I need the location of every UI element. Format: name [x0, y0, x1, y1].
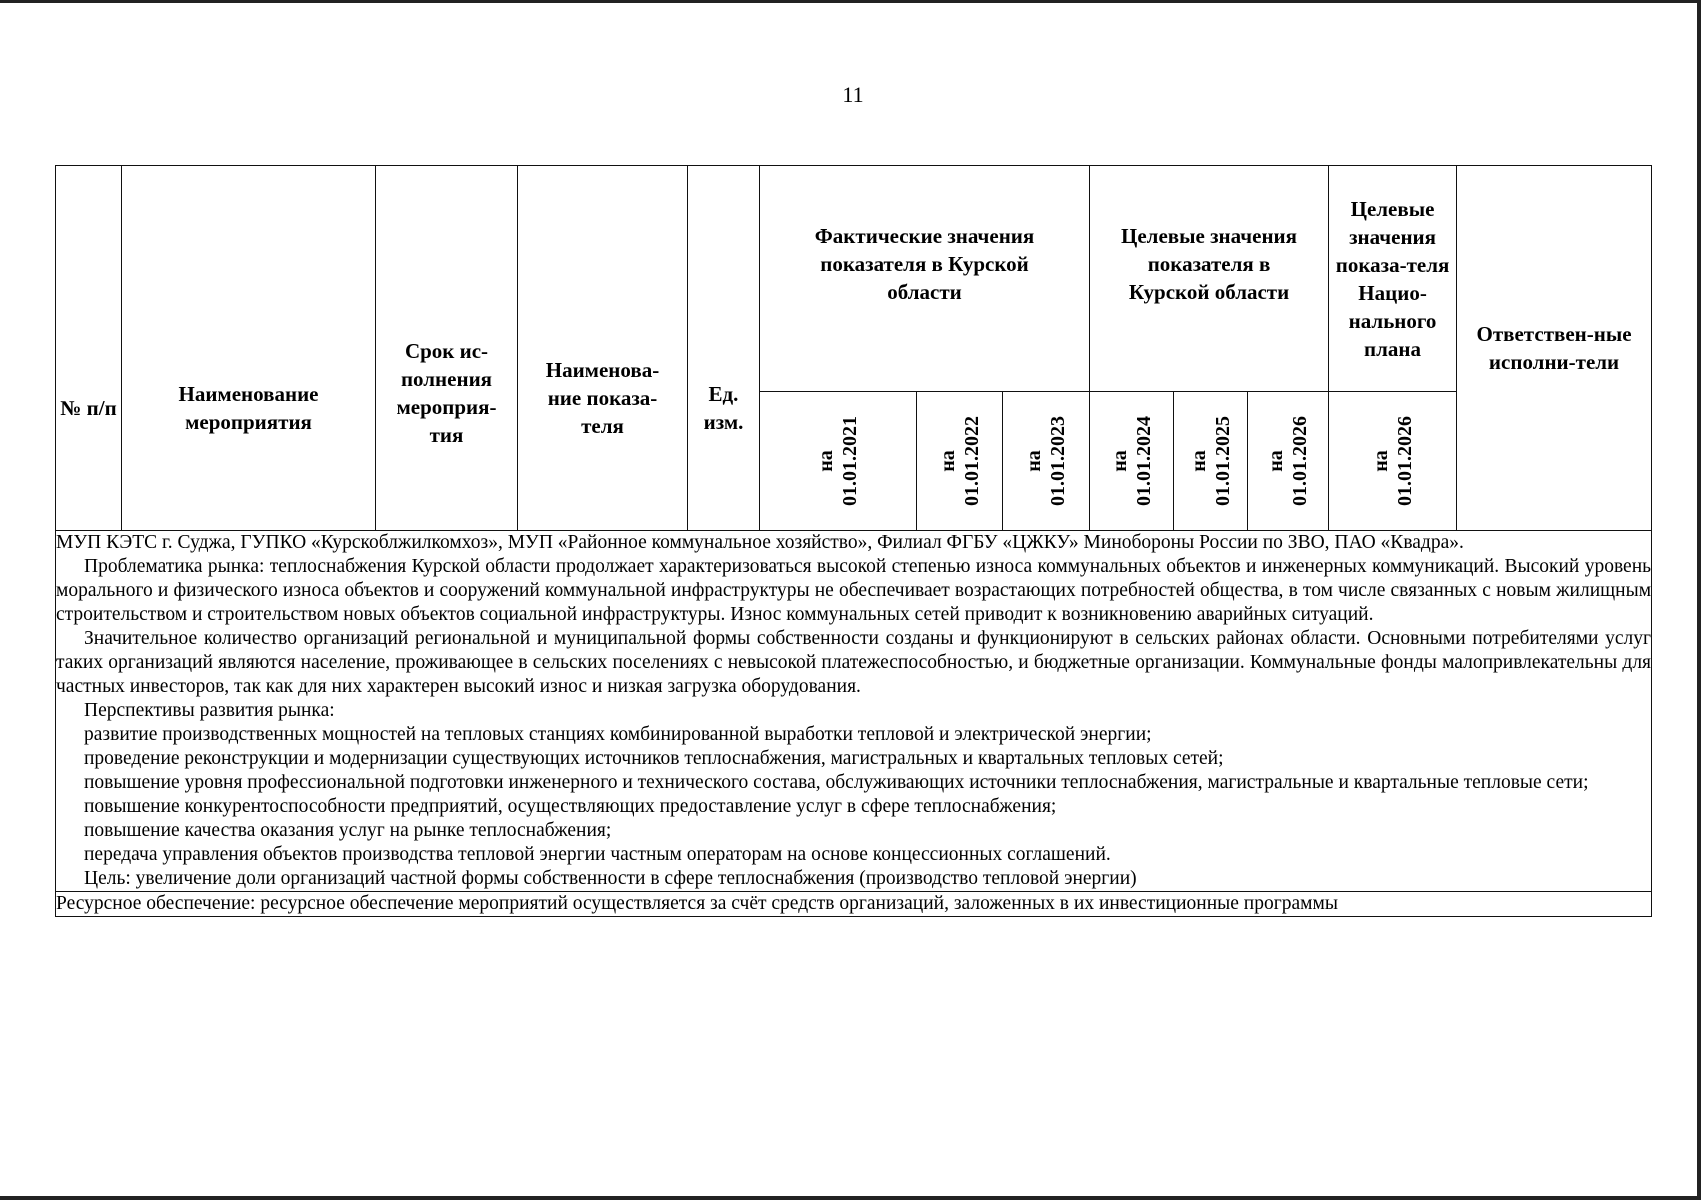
- scan-edge-right: [1697, 0, 1701, 1200]
- date-col-3: на 01.01.2023: [1003, 392, 1090, 531]
- organizations-text: МУП КЭТС г. Суджа, ГУПКО «Курскоблжилкомхоз», МУП «Районное коммунальное хозяйство», Филиал ФГБУ «ЦЖКУ» Минобороны России по ЗВО, ПАО «Квадра».: [56, 532, 1464, 553]
- prospect-item: передача управления объектов производства тепловой энергии частным операторам на основе концессионных соглашений.: [84, 844, 1111, 865]
- header-deadline: Срок ис-полнения мероприя-тия: [376, 166, 518, 531]
- header-num: № п/п: [56, 166, 122, 531]
- date-col-4: на 01.01.2024: [1090, 392, 1174, 531]
- header-indicator: Наименова-ние показа-теля: [518, 166, 688, 531]
- date-col-5: на 01.01.2025: [1174, 392, 1248, 531]
- scan-edge-bottom: [0, 1196, 1701, 1200]
- organizations-note-text: Значительное количество организаций региональной и муниципальной формы собственности созданы и функционируют в сельских районах области. Основными потребителями услуг таких организаций являются население, проживающее в сельских поселениях с невысокой платежеспособностью, и бюджетные организации. Коммунальные фонды малопривлекательны для частных инвесторов, так как для них характерен высокий износ и низкая загрузка оборудования.: [56, 628, 1652, 697]
- header-target-values: Целевые значения показателя в Курской области: [1090, 166, 1329, 392]
- prospect-item: проведение реконструкции и модернизации существующих источников теплоснабжения, магистральных и квартальных тепловых сетей;: [84, 748, 1224, 769]
- market-description: [56, 531, 1652, 892]
- prospect-item: развитие производственных мощностей на тепловых станциях комбинированной выработки тепловой и электрической энергии;: [84, 724, 1152, 745]
- date-col-7: на 01.01.2026: [1329, 392, 1457, 531]
- prospect-item: повышение конкурентоспособности предприятий, осуществляющих предоставление услуг в сфере теплоснабжения;: [84, 796, 1057, 817]
- date-col-2: на 01.01.2022: [917, 392, 1003, 531]
- resources-row: [56, 892, 1652, 917]
- header-national-plan: Целевые значения показа-теля Нацио-нального плана: [1329, 166, 1457, 392]
- header-unit: Ед. изм.: [688, 166, 760, 531]
- indicators-table: [55, 165, 1652, 917]
- header-actual-values: Фактические значения показателя в Курской области: [760, 166, 1090, 392]
- body-row: [56, 531, 1652, 892]
- goal-text: Цель: увеличение доли организаций частной формы собственности в сфере теплоснабжения (производство тепловой энергии): [84, 868, 1137, 889]
- problems-text: Проблематика рынка: теплоснабжения Курской области продолжает характеризоваться высокой степенью износа коммунальных объектов и инженерных коммуникаций. Высокий уровень морального и физического износа объектов и сооружений коммунальной инфраструктуры не обеспечивает возрастающих потребностей общества, в том числе связанных с новым жилищным строительством и строительством новых объектов социальной инфраструктуры. Износ коммунальных сетей приводит к возникновению аварийных ситуаций.: [56, 556, 1652, 625]
- date-col-1: на 01.01.2021: [760, 392, 917, 531]
- prospect-item: повышение качества оказания услуг на рынке теплоснабжения;: [84, 820, 612, 841]
- page-number: 11: [842, 82, 864, 107]
- resources-text: Ресурсное обеспечение: ресурсное обеспечение мероприятий осуществляется за счёт средств организаций, заложенных в их инвестиционные программы: [56, 892, 1652, 917]
- prospects-title: Перспективы развития рынка:: [84, 700, 335, 721]
- header-event-name: Наименование мероприятия: [122, 166, 376, 531]
- scan-edge-top: [0, 0, 1701, 3]
- header-responsible: Ответствен-ные исполни-тели: [1457, 166, 1652, 531]
- header-row-1: [56, 166, 1652, 392]
- prospect-item: повышение уровня профессиональной подготовки инженерного и технического состава, обслуживающих источники теплоснабжения, магистральные и квартальные тепловые сети;: [84, 772, 1589, 793]
- date-col-6: на 01.01.2026: [1248, 392, 1329, 531]
